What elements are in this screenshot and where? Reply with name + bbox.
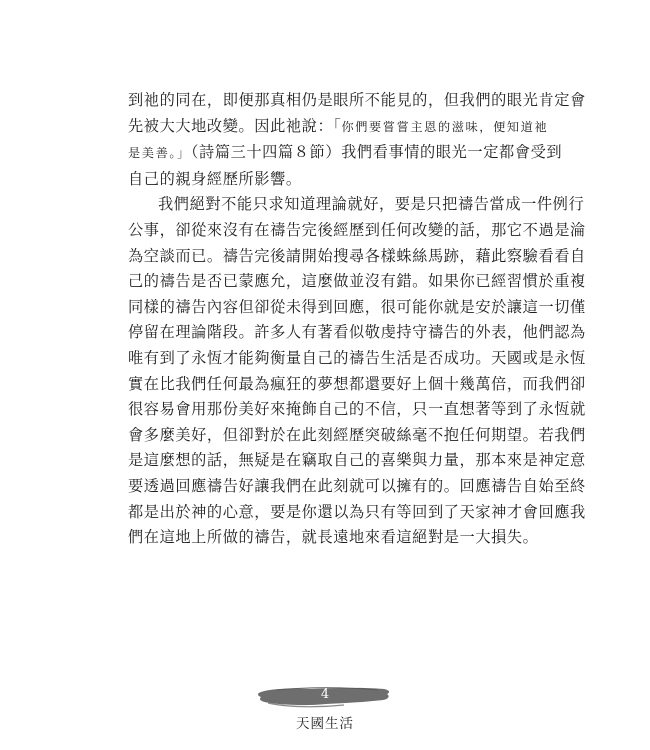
scripture-reference: （詩篇三十四篇８節）我們看事情的眼光一定都會受到 [190, 143, 563, 162]
page-footer [0, 680, 650, 740]
text-line: 實在比我們任何最為瘋狂的夢想都還要好上個十幾萬倍，而我們卻 [128, 374, 586, 393]
scripture-quote: 是美善。」 [128, 146, 191, 161]
scripture-quote: 你們要嘗嘗主恩的滋味，便知道祂 [341, 119, 549, 134]
text-line: 們在這地上所做的禱告，就長遠地來看這絕對是一大損失。 [128, 528, 539, 547]
paragraph-2 [128, 192, 586, 550]
text-line: 到祂的同在，即便那真相仍是眼所不能見的，但我們的眼光肯定會 [128, 91, 586, 109]
text-line: 是這麼想的話，無疑是在竊取自己的喜樂與力量，那本來是神定意 [128, 451, 586, 470]
running-title: 天國生活 [296, 716, 354, 732]
text-line: 為空談而已。禱告完後請開始搜尋各樣蛛絲馬跡，藉此察驗看看自 [128, 246, 586, 265]
text-line: 同樣的禱告內容但卻從未得到回應，很可能你就是安於讓這一切僅 [128, 297, 586, 316]
text-line: 很容易會用那份美好來掩飾自己的不信，只一直想著等到了永恆就 [128, 400, 586, 419]
paragraph-1 [128, 88, 586, 192]
text-line: 停留在理論階段。許多人有著看似敬虔持守禱告的外表，他們認為 [128, 323, 586, 342]
text-line: 唯有到了永恆才能夠衡量自己的禱告生活是否成功。天國或是永恆 [128, 348, 586, 367]
page-number: 4 [320, 687, 330, 702]
text-fragment: 先被大大地改變。因此祂說：「 [128, 116, 342, 135]
text-line: 自己的親身經歷所影響。 [128, 169, 302, 188]
text-line: 要透過回應禱告好讓我們在此刻就可以擁有的。回應禱告自始至終 [128, 476, 586, 495]
text-line [128, 114, 549, 141]
text-line [128, 140, 563, 167]
text-line: 會多麼美好，但卻對於在此刻經歷突破絲毫不抱任何期望。若我們 [128, 425, 586, 444]
page-body [128, 88, 586, 551]
text-line: 己的禱告是否已蒙應允，這麼做並沒有錯。如果你已經習慣於重複 [128, 272, 586, 291]
text-line: 都是出於神的心意，要是你還以為只有等回到了天家神才會回應我 [128, 502, 586, 521]
text-line: 公事，卻從來沒有在禱告完後經歷到任何改變的話，那它不過是淪 [128, 220, 586, 239]
text-line: 我們絕對不能只求知道理論就好，要是只把禱告當成一件例行 [158, 195, 585, 214]
